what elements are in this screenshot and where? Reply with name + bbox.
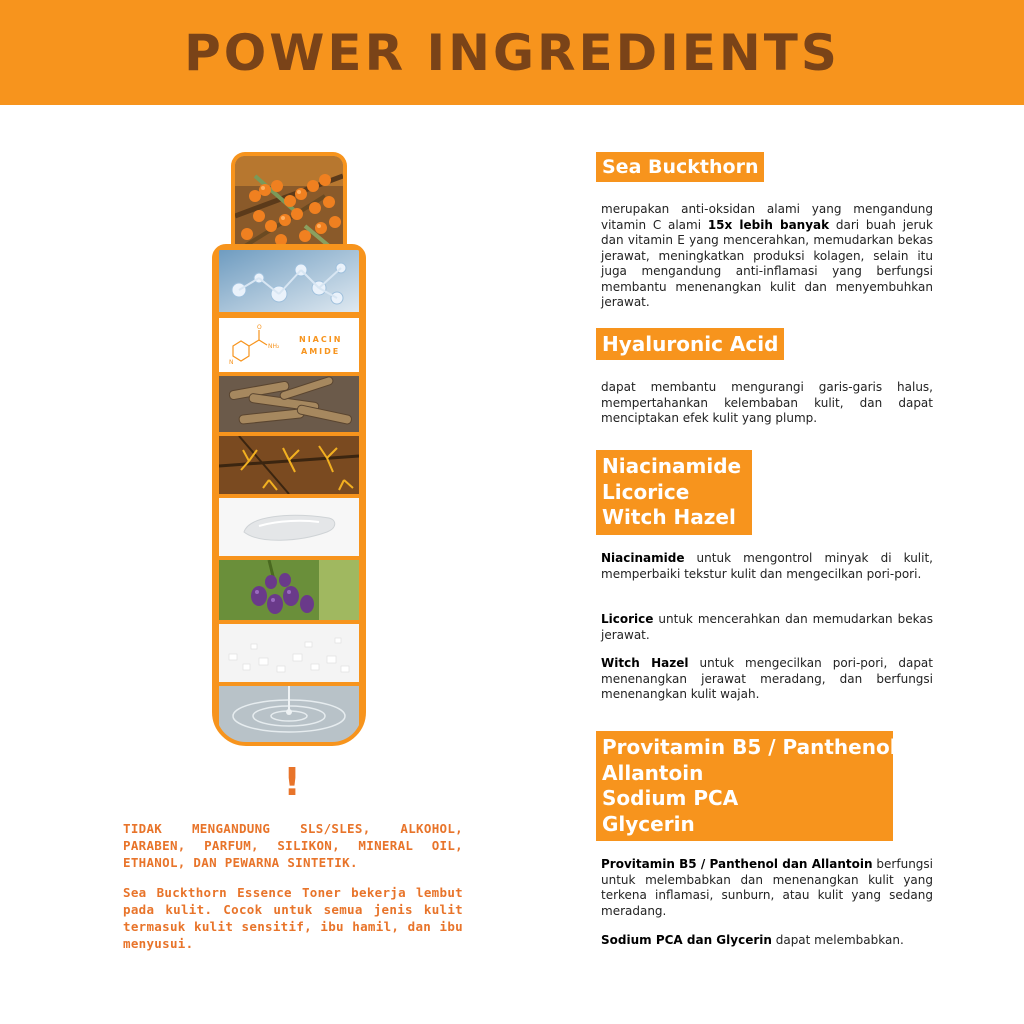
- witch-hazel-tile: [219, 436, 359, 494]
- sodium-pca-text: Sodium PCA dan Glycerin dapat melembabkan.: [601, 933, 904, 947]
- bottle-body: [212, 244, 366, 746]
- sea-buckthorn-text: merupakan anti-oksidan alami yang mengandung vitamin C alami 15x lebih banyak dari buah jeruk dan vitamin E yang mencerahkan, memudarkan bekas jerawat, meningkatkan produksi kolagen, selain itu juga mengandung anti-inflamasi yang berfungsi membantu menenangkan kulit dan menyembuhkan jerawat.: [601, 202, 933, 309]
- niacinamide-tile: [219, 318, 359, 372]
- oxygen-label: O: [257, 324, 262, 331]
- niacinamide-text: Niacinamide untuk mengontrol minyak di kulit, memperbaiki tekstur kulit dan mengecilkan pori-pori.: [601, 551, 933, 581]
- witch-hazel-text: Witch Hazel untuk mengecilkan pori-pori, dapat menenangkan jerawat meradang, dan berfungsi menenangkan kulit wajah.: [601, 656, 933, 701]
- trio-title: Niacinamide Licorice Witch Hazel: [596, 450, 752, 535]
- free-from-warning: TIDAK MENGANDUNG SLS/SLES, ALKOHOL, PARABEN, PARFUM, SILIKON, MINERAL OIL, ETHANOL, DAN PEWARNA SINTETIK.: [123, 821, 463, 870]
- molecule-tile: [219, 250, 359, 312]
- sea-buckthorn-image: [235, 156, 343, 252]
- warning-exclamation-icon: !: [283, 760, 301, 804]
- hyaluronic-text: dapat membantu mengurangi garis-garis halus, mempertahankan kelembaban kulit, dan dapat menciptakan efek kulit yang plump.: [601, 380, 933, 425]
- header-banner: [0, 0, 1024, 105]
- page-title: POWER INGREDIENTS: [184, 23, 840, 82]
- sea-buckthorn-title: Sea Buckthorn: [596, 152, 764, 182]
- product-description: Sea Buckthorn Essence Toner bekerja lembut pada kulit. Cocok untuk semua jenis kulit termasuk kulit sensitif, ibu hamil, dan ibu menyusui.: [123, 885, 463, 951]
- nitrogen-label: N: [229, 359, 234, 366]
- hyaluronic-title: Hyaluronic Acid: [596, 328, 784, 360]
- niacin-label: NIACIN: [299, 335, 343, 344]
- water-tile: [219, 686, 359, 742]
- licorice-tile: [219, 376, 359, 432]
- quad-title: Provitamin B5 / Panthenol Allantoin Sodium PCA Glycerin: [596, 731, 893, 841]
- nh2-label: NH₂: [268, 343, 280, 350]
- panthenol-text: Provitamin B5 / Panthenol dan Allantoin berfungsi untuk melembabkan dan menenangkan kulit yang terkena inflamasi, sunburn, atau kulit yang sedang meradang.: [601, 857, 934, 918]
- bottle-neck: [231, 152, 347, 252]
- crystals-tile: [219, 624, 359, 682]
- licorice-text: Licorice untuk mencerahkan dan memudarkan bekas jerawat.: [601, 612, 933, 642]
- comfrey-tile: [219, 560, 359, 620]
- amide-label: AMIDE: [301, 347, 341, 356]
- gel-tile: [219, 498, 359, 556]
